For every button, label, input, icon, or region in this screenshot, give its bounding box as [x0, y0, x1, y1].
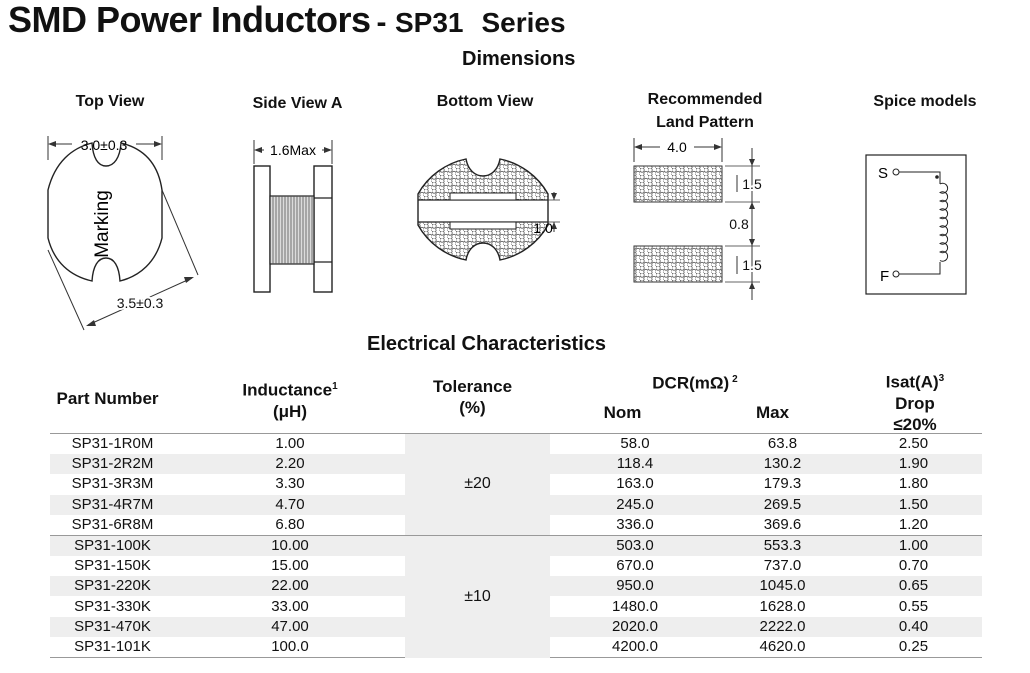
- top-width-dimension: 3.0±0.3: [80, 137, 128, 153]
- header-isat: [860, 368, 970, 435]
- header-inductance-line2: (μH): [273, 401, 307, 421]
- cell-inductance: 3.30: [275, 475, 305, 493]
- spice-start-label: S: [878, 165, 889, 182]
- cell-dcr-nom: 336.0: [616, 515, 654, 533]
- cell-dcr-max: 553.3: [720, 535, 845, 556]
- cell-dcr-nom: 118.4: [550, 454, 720, 474]
- cell-dcr-max: 130.2: [720, 454, 845, 474]
- cell-isat: 0.25: [845, 637, 982, 658]
- cell-isat: 2.50: [845, 434, 982, 455]
- header-inductance-text: Inductance: [242, 380, 333, 400]
- header-dcr-text: DCR(mΩ): [652, 373, 730, 393]
- top-view-drawing: [48, 136, 198, 330]
- cell-inductance: 22.00: [175, 576, 405, 596]
- cell-dcr-nom: 1480.0: [612, 597, 658, 615]
- title-series-code: SP31: [395, 7, 464, 38]
- header-tolerance-line2: (%): [459, 398, 486, 417]
- cell-part-number: SP31-330K: [74, 597, 151, 615]
- cell-dcr-nom: 163.0: [616, 475, 654, 493]
- cell-dcr-nom: 2020.0: [550, 617, 720, 637]
- electrical-table-body: [50, 434, 982, 658]
- cell-tolerance: ±10: [405, 535, 550, 657]
- cell-dcr-nom: 950.0: [550, 576, 720, 596]
- cell-part-number: SP31-2R2M: [50, 454, 175, 474]
- header-isat-line3: ≤20%: [893, 414, 937, 434]
- table-row: [50, 434, 982, 455]
- header-dcr-nom: Nom: [603, 403, 642, 422]
- cell-isat: 1.20: [898, 515, 929, 533]
- marking-text: Marking: [92, 190, 113, 258]
- dimensions-heading: Dimensions: [462, 48, 576, 70]
- cell-isat: 1.00: [845, 535, 982, 556]
- side-view-drawing: [254, 140, 332, 292]
- land-pattern-label-line2: Land Pattern: [656, 114, 754, 131]
- top-view-label: Top View: [75, 93, 145, 110]
- cell-dcr-nom: 4200.0: [550, 637, 720, 658]
- cell-tolerance: ±20: [405, 434, 550, 536]
- cell-isat: 0.55: [898, 597, 929, 615]
- cell-dcr-max: 737.0: [763, 557, 802, 575]
- side-width-dimension: 1.6Max: [270, 142, 316, 158]
- cell-inductance: 6.80: [275, 515, 305, 533]
- cell-part-number: SP31-3R3M: [71, 475, 154, 493]
- land-width-dimension: 4.0: [667, 139, 687, 155]
- side-view-label: Side View A: [252, 95, 343, 112]
- header-inductance-sup: 1: [332, 381, 338, 392]
- header-isat-line1: [860, 368, 970, 393]
- cell-dcr-max: 1045.0: [720, 576, 845, 596]
- header-tolerance-line1: Tolerance: [432, 377, 513, 396]
- cell-inductance: 33.00: [271, 597, 309, 615]
- cell-inductance: 2.20: [175, 454, 405, 474]
- cell-isat: 1.50: [845, 495, 982, 515]
- cell-dcr-nom: 58.0: [550, 434, 720, 455]
- land-pad1-dimension: 1.5: [742, 176, 762, 192]
- title-main: SMD Power Inductors: [8, 0, 371, 40]
- dimension-drawings: [0, 125, 1030, 335]
- cell-inductance: 10.00: [175, 535, 405, 556]
- spice-model-drawing: [866, 155, 966, 294]
- top-diag-dimension: 3.5±0.3: [116, 295, 164, 311]
- spice-finish-label: F: [880, 268, 890, 285]
- cell-part-number: SP31-150K: [74, 557, 151, 575]
- header-dcr-sup: 2: [732, 374, 738, 385]
- cell-isat: 1.80: [898, 475, 929, 493]
- title-dash: -: [376, 6, 387, 39]
- land-gap-dimension: 0.8: [729, 216, 749, 232]
- cell-part-number: SP31-101K: [50, 637, 175, 658]
- page-title: [8, 2, 566, 38]
- header-isat-text: Isat(A): [885, 372, 939, 392]
- cell-isat: 0.40: [845, 617, 982, 637]
- spice-models-label: Spice models: [873, 93, 977, 110]
- cell-dcr-nom: 503.0: [550, 535, 720, 556]
- cell-part-number: SP31-4R7M: [50, 495, 175, 515]
- electrical-table: [50, 433, 982, 658]
- cell-dcr-max: 179.3: [763, 475, 802, 493]
- cell-dcr-nom: 670.0: [616, 557, 654, 575]
- bottom-view-label: Bottom View: [436, 93, 534, 110]
- cell-isat: 1.90: [845, 454, 982, 474]
- header-part-number: Part Number: [56, 389, 159, 408]
- header-dcr-max: Max: [755, 403, 790, 422]
- cell-dcr-max: 269.5: [720, 495, 845, 515]
- cell-dcr-max: 369.6: [763, 515, 802, 533]
- cell-inductance: 47.00: [175, 617, 405, 637]
- cell-inductance: 4.70: [175, 495, 405, 515]
- cell-isat: 0.70: [898, 557, 929, 575]
- header-inductance-line1: [225, 376, 355, 401]
- table-row: [50, 535, 982, 556]
- title-series-word: Series: [481, 7, 566, 38]
- header-inductance: [225, 376, 355, 422]
- header-tolerance: [410, 376, 535, 418]
- header-dcr: [630, 369, 760, 394]
- cell-part-number: SP31-220K: [50, 576, 175, 596]
- land-pattern-drawing: [634, 138, 762, 300]
- electrical-heading: Electrical Characteristics: [367, 333, 607, 355]
- cell-dcr-max: 63.8: [720, 434, 845, 455]
- bottom-gap-dimension: 1.0: [533, 220, 553, 236]
- land-pattern-label-line1: Recommended: [647, 91, 763, 108]
- header-isat-sup: 3: [938, 373, 945, 384]
- cell-inductance: 100.0: [175, 637, 405, 658]
- cell-part-number: SP31-100K: [50, 535, 175, 556]
- cell-dcr-max: 4620.0: [720, 637, 845, 658]
- cell-dcr-nom: 245.0: [550, 495, 720, 515]
- cell-inductance: 15.00: [271, 557, 309, 575]
- cell-dcr-max: 2222.0: [720, 617, 845, 637]
- cell-part-number: SP31-470K: [50, 617, 175, 637]
- cell-isat: 0.65: [845, 576, 982, 596]
- cell-part-number: SP31-6R8M: [71, 515, 154, 533]
- bottom-view-drawing: [410, 150, 560, 270]
- cell-inductance: 1.00: [175, 434, 405, 455]
- cell-dcr-max: 1628.0: [759, 597, 806, 615]
- cell-part-number: SP31-1R0M: [50, 434, 175, 455]
- header-isat-line2: Drop: [895, 393, 935, 413]
- land-pad2-dimension: 1.5: [742, 257, 762, 273]
